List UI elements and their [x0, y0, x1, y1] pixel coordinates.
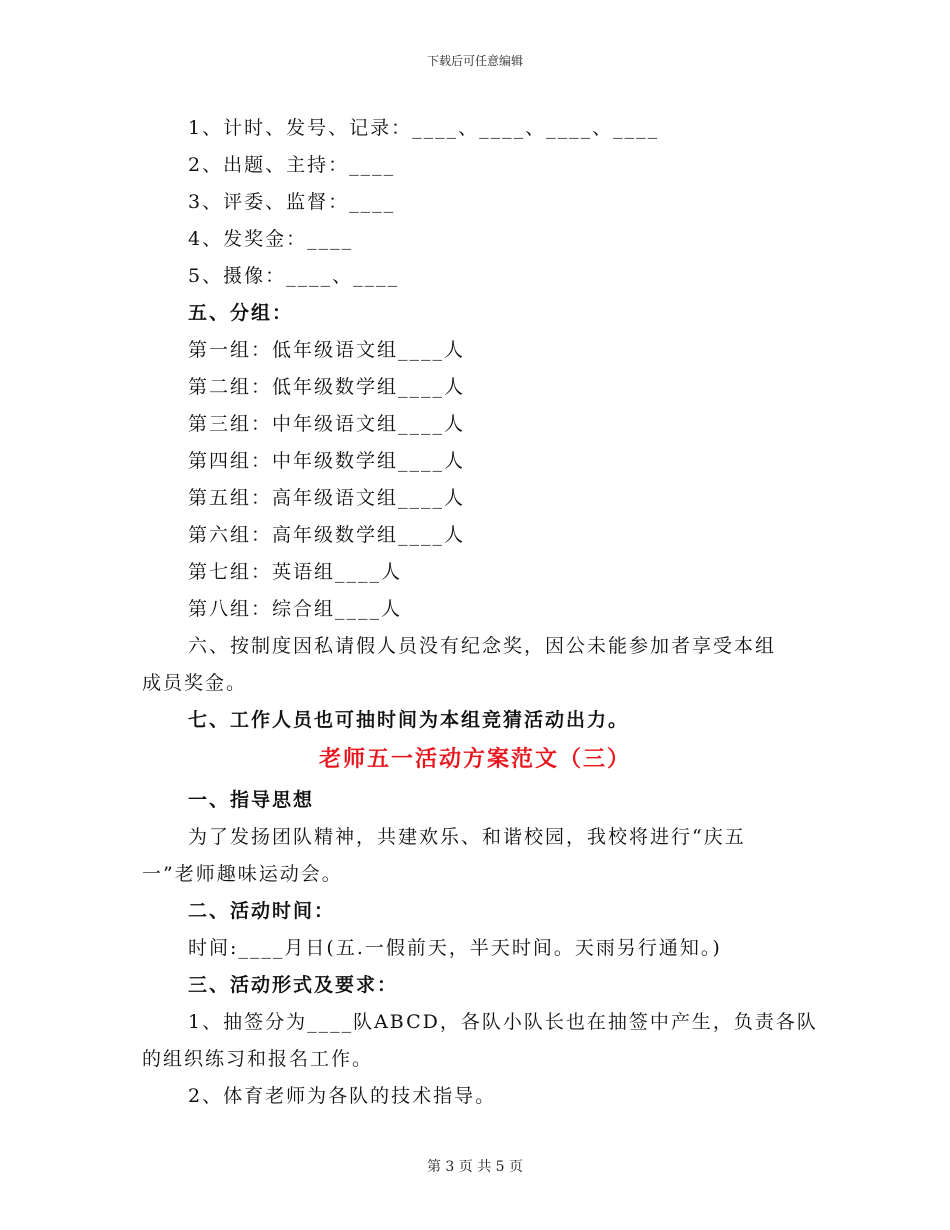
staff-host-line: 2、出题、主持：____	[188, 154, 396, 176]
group-4-line: 第四组：中年级数学组____人	[188, 450, 466, 472]
guiding-idea-paragraph-cont: 一”老师趣味运动会。	[142, 863, 343, 885]
group-5-line: 第五组：高年级语文组____人	[188, 487, 466, 509]
group-6-line: 第六组：高年级数学组____人	[188, 524, 466, 546]
page-footer: 第 3 页 共 5 页	[426, 1159, 524, 1175]
section-heading-grouping: 五、分组：	[188, 302, 294, 324]
section-seven-heading: 七、工作人员也可抽时间为本组竞猜活动出力。	[188, 709, 630, 731]
section-six-paragraph-cont: 成员奖金。	[142, 672, 248, 694]
section-heading-activity-form: 三、活动形式及要求：	[188, 974, 399, 996]
section-six-paragraph: 六、按制度因私请假人员没有纪念奖，因公未能参加者享受本组	[188, 635, 777, 657]
form-item-2: 2、体育老师为各队的技术指导。	[188, 1085, 497, 1107]
staff-timing-line: 1、计时、发号、记录：____、____、____、____	[188, 117, 660, 139]
group-3-line: 第三组：中年级语文组____人	[188, 413, 466, 435]
guiding-idea-paragraph: 为了发扬团队精神，共建欢乐、和谐校园，我校将进行“庆五	[188, 826, 746, 848]
group-7-line: 第七组：英语组____人	[188, 561, 403, 583]
section-heading-activity-time: 二、活动时间：	[188, 900, 336, 922]
staff-judge-line: 3、评委、监督：____	[188, 191, 396, 213]
staff-camera-line: 5、摄像：____、____	[188, 265, 400, 287]
group-1-line: 第一组：低年级语文组____人	[188, 339, 466, 361]
page-header: 下载后可任意编辑	[426, 54, 523, 68]
section-heading-guiding-idea: 一、指导思想	[188, 789, 315, 811]
group-8-line: 第八组：综合组____人	[188, 598, 403, 620]
document-title: 老师五一活动方案范文（三）	[318, 747, 631, 772]
activity-time-line: 时间:____月日(五.一假前天，半天时间。天雨另行通知。)	[188, 937, 722, 959]
form-item-1-cont: 的组织练习和报名工作。	[142, 1048, 374, 1070]
staff-prize-line: 4、发奖金：____	[188, 228, 354, 250]
group-2-line: 第二组：低年级数学组____人	[188, 376, 466, 398]
form-item-1: 1、抽签分为____队ABCD，各队小队长也在抽签中产生，负责各队	[188, 1011, 818, 1033]
